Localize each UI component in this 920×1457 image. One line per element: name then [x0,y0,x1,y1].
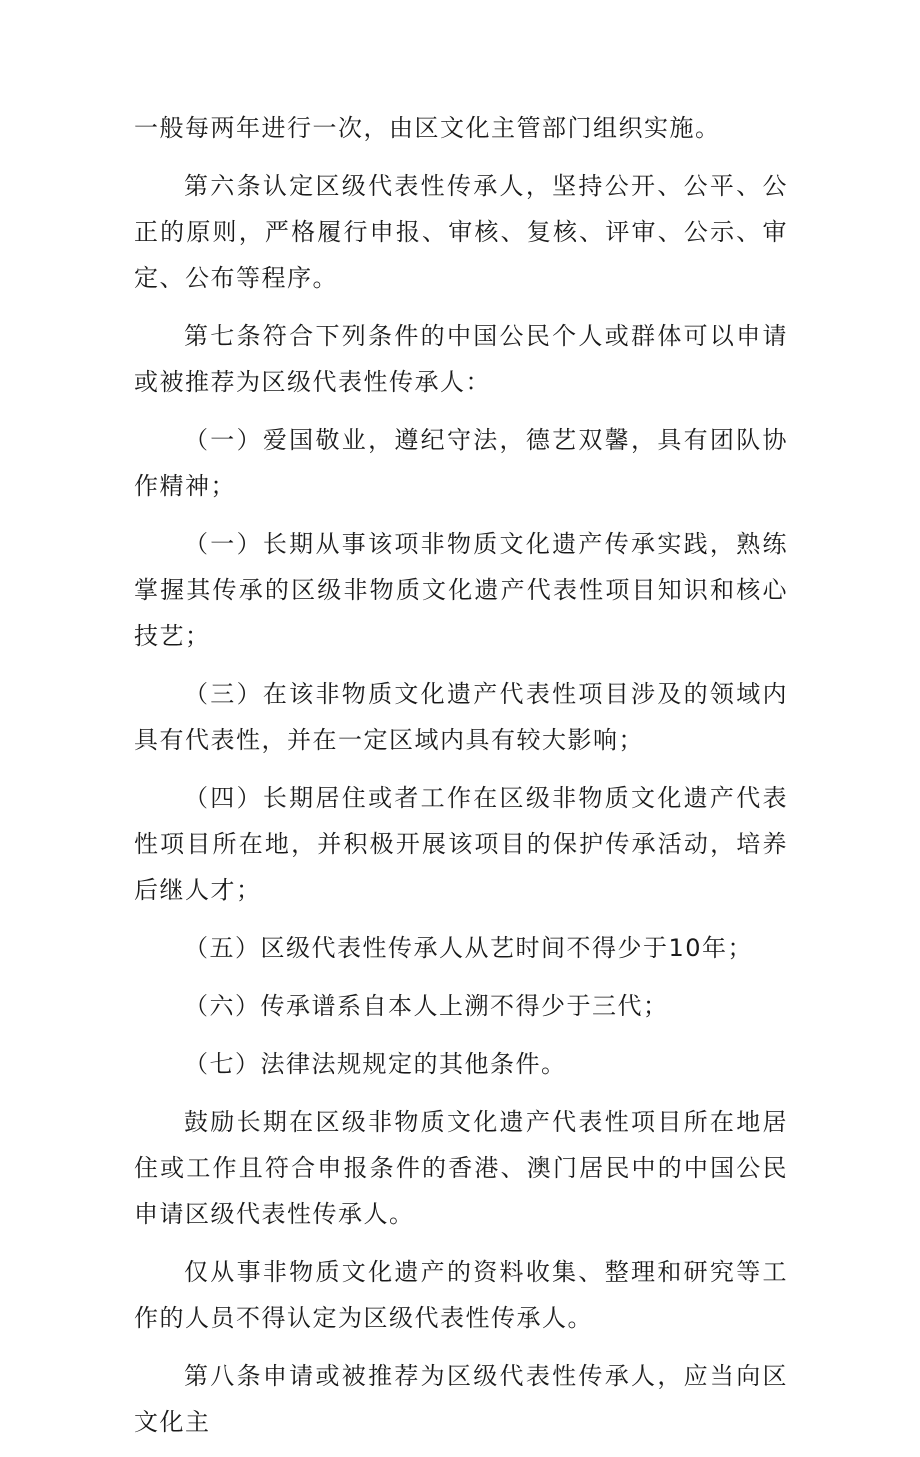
paragraph-continuation: 一般每两年进行一次，由区文化主管部门组织实施。 [134,114,721,142]
paragraph-exclusion: 仅从事非物质文化遗产的资料收集、整理和研究等工作的人员不得认定为区级代表性传承人。 [134,1258,788,1332]
list-item-condition-3: （三）在该非物质文化遗产代表性项目涉及的领域内具有代表性，并在一定区域内具有较大影响； [134,680,788,754]
list-item-condition-7: （七）法律法规规定的其他条件。 [184,1050,567,1078]
list-item-condition-1: （一）爱国敬业，遵纪守法，德艺双馨，具有团队协作精神； [134,426,788,500]
list-item-condition-6: （六）传承谱系自本人上溯不得少于三代； [184,992,669,1020]
paragraph-article-6: 第六条认定区级代表性传承人，坚持公开、公平、公正的原则，严格履行申报、审核、复核、评审、公示、审定、公布等程序。 [134,172,788,292]
paragraph-article-7: 第七条符合下列条件的中国公民个人或群体可以申请或被推荐为区级代表性传承人： [134,322,788,396]
paragraph-encourage: 鼓励长期在区级非物质文化遗产代表性项目所在地居住或工作且符合申报条件的香港、澳门居民中的中国公民申请区级代表性传承人。 [134,1108,788,1228]
list-item-condition-2: （一）长期从事该项非物质文化遗产传承实践，熟练掌握其传承的区级非物质文化遗产代表性项目知识和核心技艺； [134,530,788,650]
list-item-condition-5: （五）区级代表性传承人从艺时间不得少于10年； [184,934,754,962]
list-item-condition-4: （四）长期居住或者工作在区级非物质文化遗产代表性项目所在地，并积极开展该项目的保护传承活动，培养后继人才； [134,784,788,904]
paragraph-article-8: 第八条申请或被推荐为区级代表性传承人，应当向区文化主 [134,1362,788,1436]
document-body [134,105,788,1457]
